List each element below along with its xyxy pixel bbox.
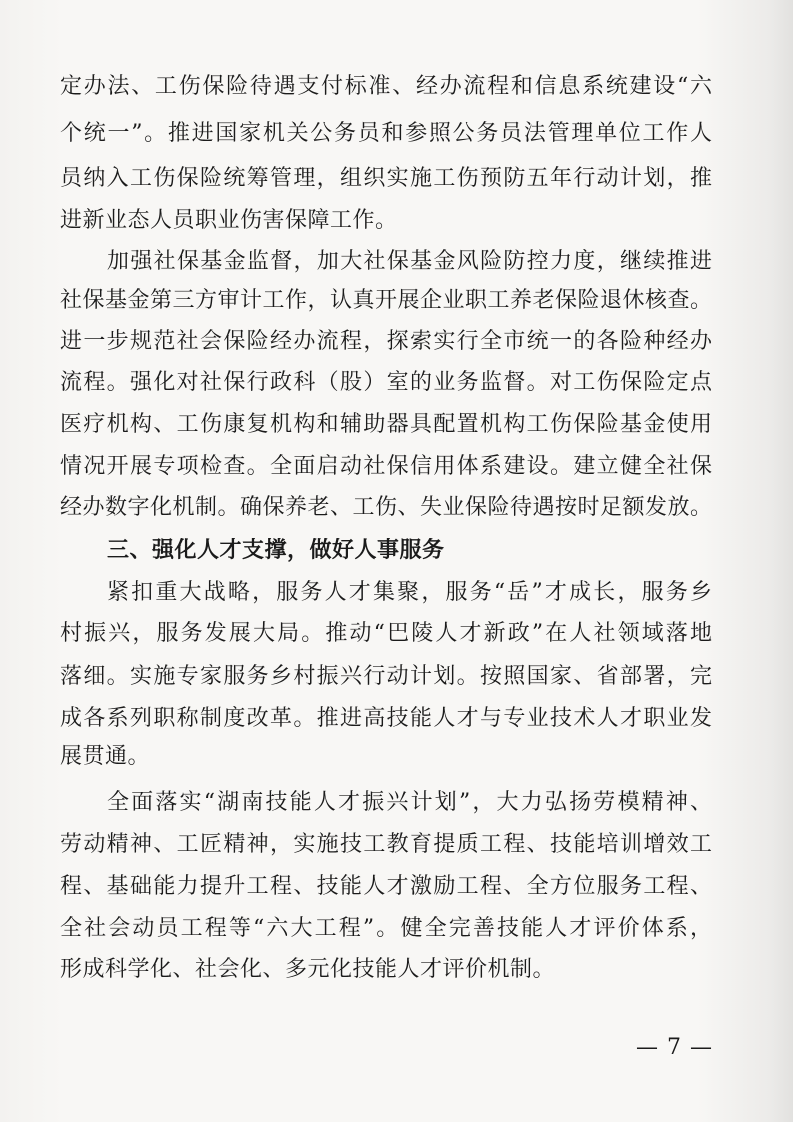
paragraph-line: 全面落实“湖南技能人才振兴计划”，大力弘扬劳模精神、 — [107, 790, 712, 815]
paragraph-line: 经办数字化机制。确保养老、工伤、失业保险待遇按时足额发放。 — [60, 495, 712, 520]
paragraph-line: 情况开展专项检查。全面启动社保信用体系建设。建立健全社保 — [60, 454, 712, 479]
paragraph-line: 流程。强化对社保行政科（股）室的业务监督。对工伤保险定点 — [60, 370, 712, 395]
paragraph-line: 定办法、工伤保险待遇支付标准、经办流程和信息系统建设“六 — [60, 74, 712, 99]
page-number: — 7 — — [636, 1035, 713, 1060]
paragraph-line: 展贯通。 — [60, 744, 151, 769]
paragraph-line: 程、基础能力提升工程、技能人才激励工程、全方位服务工程、 — [60, 874, 712, 899]
paragraph-line: 全社会动员工程等“六大工程”。健全完善技能人才评价体系， — [60, 916, 712, 941]
paragraph-line: 进一步规范社会保险经办流程，探索实行全市统一的各险种经办 — [60, 329, 712, 354]
paragraph-line: 紧扣重大战略，服务人才集聚，服务“岳”才成长，服务乡 — [107, 580, 712, 605]
paragraph-line: 医疗机构、工伤康复机构和辅助器具配置机构工伤保险基金使用 — [60, 412, 712, 437]
paragraph-line: 加强社保基金监督，加大社保基金风险防控力度，继续推进 — [107, 249, 712, 274]
section-heading: 三、强化人才支撑，做好人事服务 — [107, 538, 445, 563]
paragraph-line: 社保基金第三方审计工作，认真开展企业职工养老保险退休核查。 — [60, 288, 712, 313]
paragraph-line: 进新业态人员职业伤害保障工作。 — [60, 208, 398, 233]
paragraph-line: 落细。实施专家服务乡村振兴行动计划。按照国家、省部署，完 — [60, 664, 712, 689]
paragraph-line: 个统一”。推进国家机关公务员和参照公务员法管理单位工作人 — [60, 121, 712, 146]
paragraph-line: 员纳入工伤保险统筹管理，组织实施工伤预防五年行动计划，推 — [60, 166, 712, 191]
paragraph-line: 形成科学化、社会化、多元化技能人才评价机制。 — [60, 957, 556, 982]
paragraph-line: 村振兴，服务发展大局。推动“巴陵人才新政”在人社领域落地 — [60, 621, 712, 646]
paragraph-line: 成各系列职称制度改革。推进高技能人才与专业技术人才职业发 — [60, 706, 712, 731]
paragraph-line: 劳动精神、工匠精神，实施技工教育提质工程、技能培训增效工 — [60, 832, 712, 857]
